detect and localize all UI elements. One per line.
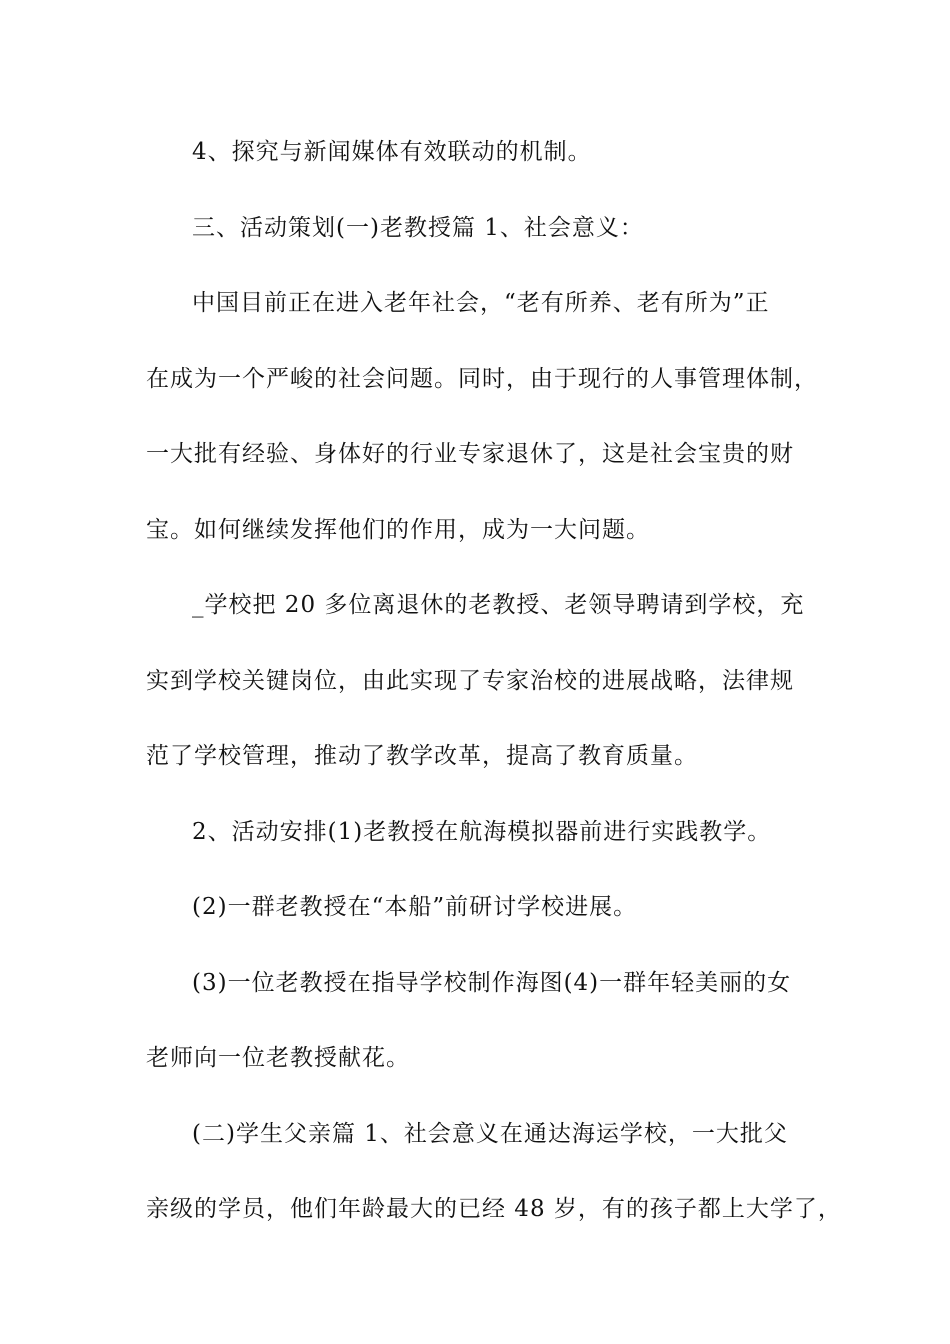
paragraph-line: _学校把 20 多位离退休的老教授、老领导聘请到学校，充 (192, 592, 805, 618)
paragraph-line: (3)一位老教授在指导学校制作海图(4)一群年轻美丽的女 (192, 970, 792, 996)
paragraph-line: 中国目前正在进入老年社会，“老有所养、老有所为”正 (192, 290, 770, 316)
paragraph-line: 范了学校管理，推动了教学改革，提高了教育质量。 (146, 743, 698, 769)
paragraph-line: 老师向一位老教授献花。 (146, 1045, 410, 1071)
paragraph-line: 亲级的学员，他们年龄最大的已经 48 岁，有的孩子都上大学了， (146, 1196, 842, 1222)
paragraph-line: 实到学校关键岗位，由此实现了专家治校的进展战略，法律规 (146, 668, 794, 694)
paragraph-line: 2、活动安排(1)老教授在航海模拟器前进行实践教学。 (192, 819, 772, 845)
paragraph-line: (2)一群老教授在“本船”前研讨学校进展。 (192, 894, 638, 920)
section-heading: 三、活动策划(一)老教授篇 1、社会意义： (192, 215, 644, 241)
paragraph-line: 宝。如何继续发挥他们的作用，成为一大问题。 (146, 517, 650, 543)
paragraph-line: 一大批有经验、身体好的行业专家退休了，这是社会宝贵的财 (146, 441, 794, 467)
paragraph-line: (二)学生父亲篇 1、社会意义在通达海运学校，一大批父 (192, 1121, 788, 1147)
paragraph-line: 在成为一个严峻的社会问题。同时，由于现行的人事管理体制， (146, 366, 818, 392)
text-line: 4、探究与新闻媒体有效联动的机制。 (192, 139, 592, 165)
